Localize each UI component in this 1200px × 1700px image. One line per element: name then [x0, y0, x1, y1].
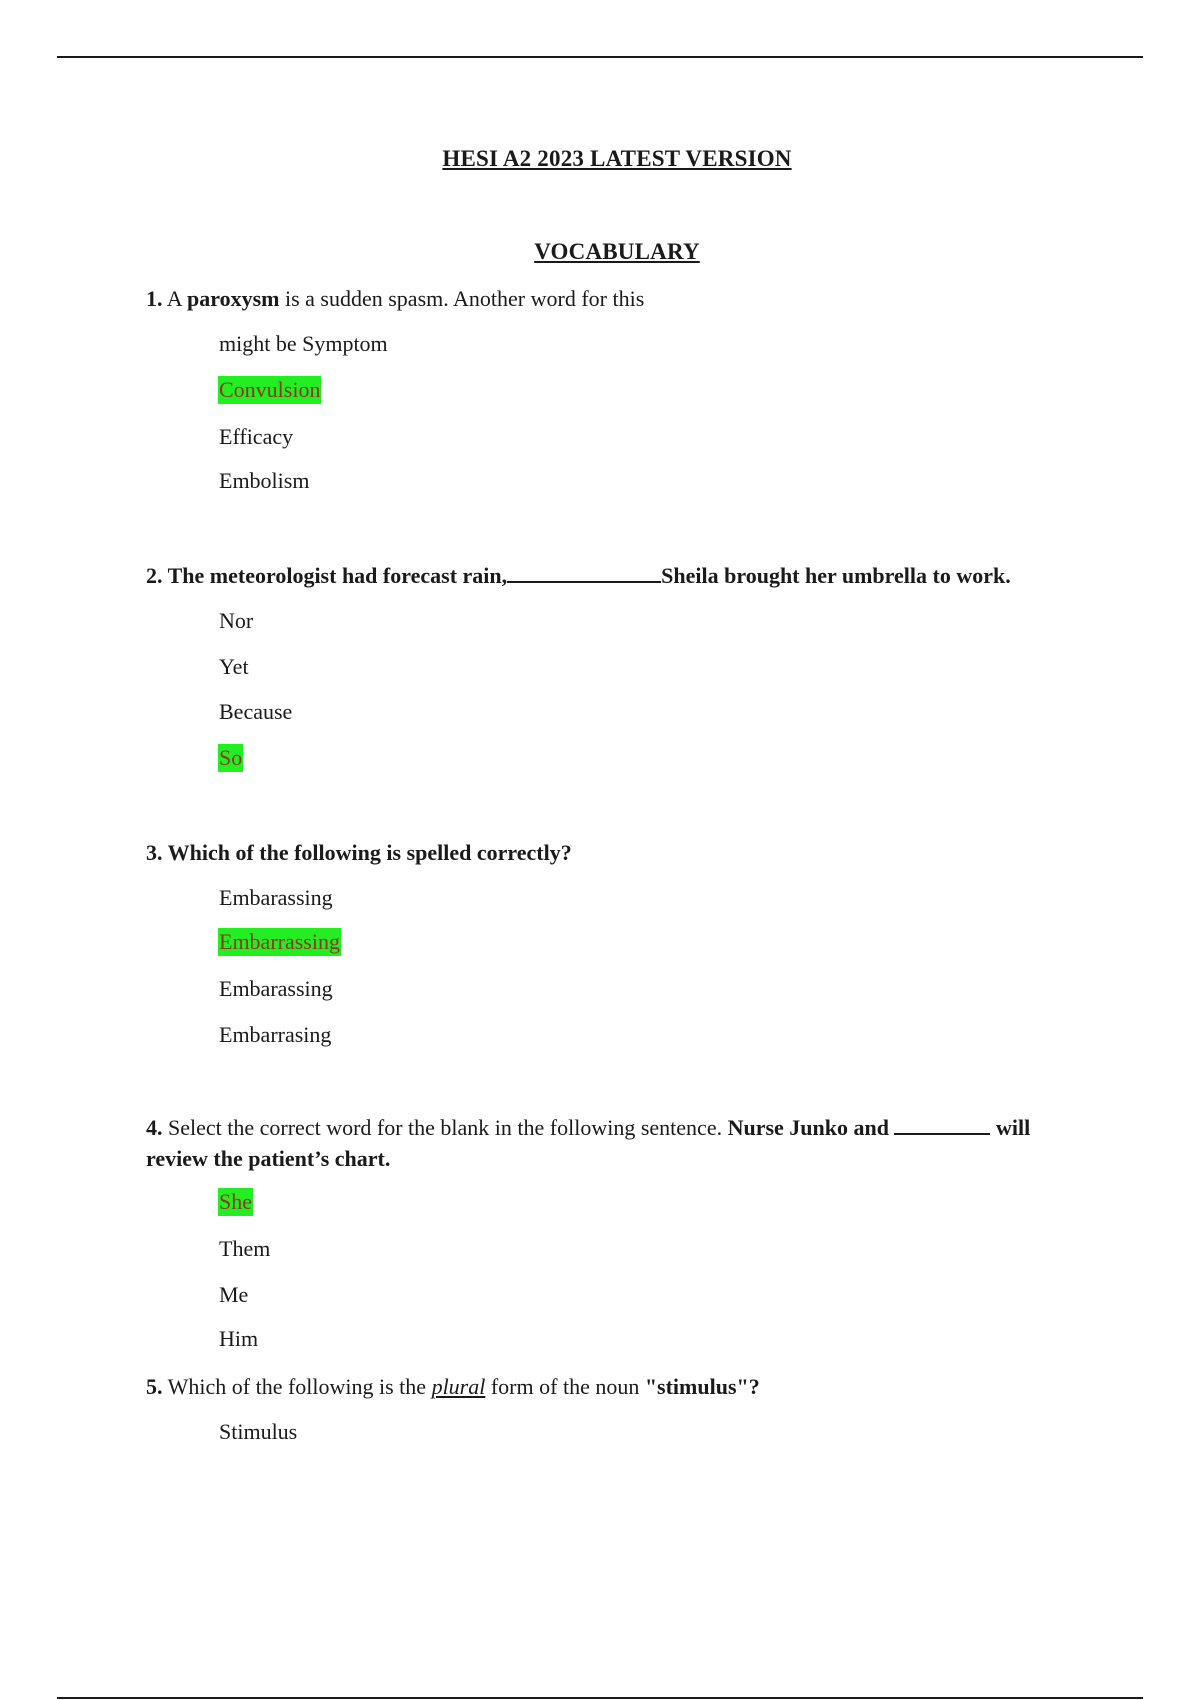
answer-option[interactable]: Because [219, 699, 293, 724]
question-text-before-blank: The meteorologist had forecast rain, [167, 563, 508, 588]
question-2 [146, 560, 1011, 591]
question-prefix: A [166, 286, 182, 311]
answer-option[interactable]: might be Symptom [219, 331, 388, 356]
question-number: 1. [146, 286, 163, 311]
question-emphasis: plural [431, 1374, 486, 1399]
question-3 [146, 837, 572, 868]
question-text-before: Which of the following is the [167, 1374, 427, 1399]
question-text-after: form of the noun [490, 1374, 640, 1399]
answer-option[interactable]: Stimulus [219, 1419, 298, 1444]
section-heading: VOCABULARY [534, 239, 700, 264]
question-number: 5. [146, 1374, 163, 1399]
answer-blank [894, 1113, 990, 1135]
answer-option-correct[interactable]: Convulsion [219, 377, 321, 402]
bottom-rule [57, 1697, 1143, 1699]
question-text: is a sudden spasm. Another word for this [284, 286, 645, 311]
answer-blank [507, 561, 661, 583]
answer-option[interactable]: Embarrasing [219, 1022, 332, 1047]
question-text-after-blank: Sheila brought her umbrella to work. [661, 563, 1011, 588]
answer-option[interactable]: Embarassing [219, 976, 333, 1001]
question-number: 3. [146, 840, 163, 865]
question-5 [146, 1371, 760, 1402]
answer-option-correct[interactable]: She [219, 1189, 252, 1214]
answer-option[interactable]: Him [219, 1326, 259, 1351]
document-title: HESI A2 2023 LATEST VERSION [442, 146, 792, 171]
answer-option-correct[interactable]: So [219, 745, 243, 770]
question-number: 4. [146, 1115, 163, 1140]
answer-option-correct[interactable]: Embarrassing [219, 929, 340, 954]
question-4 [146, 1112, 1086, 1174]
question-text: Which of the following is spelled correctly? [167, 840, 572, 865]
question-text-after-blank: will review the patient’s chart. [146, 1115, 1031, 1171]
question-text: Select the correct word for the blank in the following sentence. [168, 1115, 723, 1140]
top-rule [57, 56, 1143, 58]
question-noun: "stimulus"? [644, 1374, 760, 1399]
answer-option[interactable]: Nor [219, 608, 254, 633]
question-1 [146, 283, 644, 314]
question-number: 2. [146, 563, 163, 588]
answer-option[interactable]: Embarassing [219, 885, 333, 910]
question-term: paroxysm [186, 286, 280, 311]
answer-option[interactable]: Yet [219, 654, 249, 679]
question-text-before-blank: Nurse Junko and [727, 1115, 889, 1140]
answer-option[interactable]: Them [219, 1236, 271, 1261]
answer-option[interactable]: Me [219, 1282, 249, 1307]
answer-option[interactable]: Embolism [219, 468, 310, 493]
answer-option[interactable]: Efficacy [219, 424, 294, 449]
